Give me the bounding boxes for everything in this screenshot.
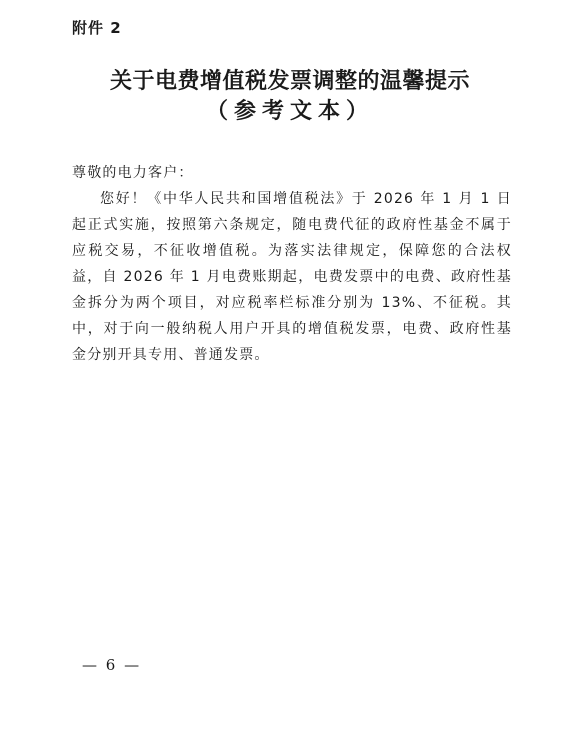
title-main: 关于电费增值税发票调整的温馨提示 <box>109 68 470 94</box>
document-body <box>72 160 512 368</box>
body-paragraph: 您好！《中华人民共和国增值税法》于 2026 年 1 月 1 日起正式实施，按照第六条规定，随电费代征的政府性基金不属于应税交易，不征收增值税。为落实法律规定，保障您的合法权益，自 2026 年 1 月电费账期起，电费发票中的电费、政府性基金拆分为两个项目，对应税率栏标准分别为 13%、不征税。其中，对于向一般纳税人用户开具的增值税发票，电费、政府性基金分别开具专用、普通发票。 <box>72 191 512 363</box>
title-subtitle: （参考文本） <box>205 98 374 124</box>
attachment-label: 附件 2 <box>72 19 122 37</box>
document-title <box>0 66 580 126</box>
page-number: — 6 — <box>82 656 142 674</box>
greeting: 尊敬的电力客户： <box>72 165 194 181</box>
